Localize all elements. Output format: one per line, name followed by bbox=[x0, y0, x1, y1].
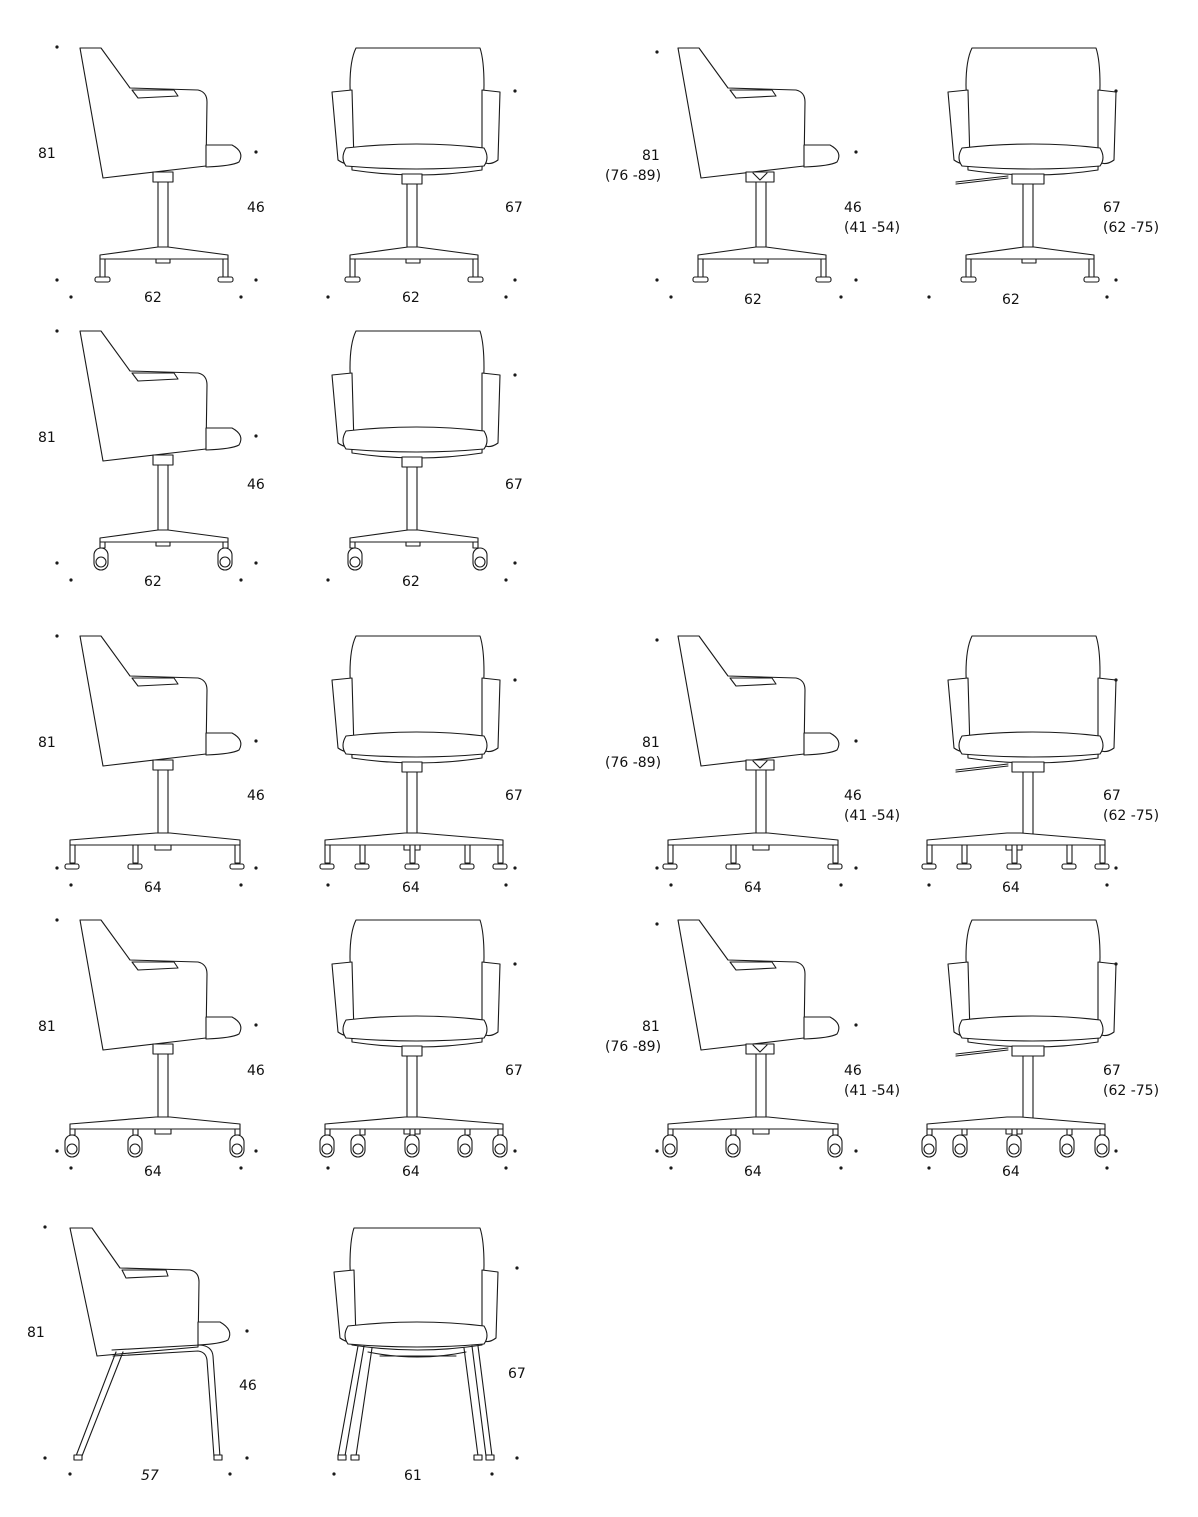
seat-range-label: (41 -54) bbox=[844, 1083, 901, 1099]
seat-height-label: 46 bbox=[844, 1063, 862, 1079]
depth-label: 64 bbox=[144, 1164, 162, 1180]
chair-group-3 bbox=[38, 329, 523, 590]
height-range-label: (76 -89) bbox=[605, 1039, 662, 1055]
depth-label: 62 bbox=[744, 292, 762, 308]
arm-height-label: 67 bbox=[505, 200, 523, 216]
depth-label: 62 bbox=[144, 290, 162, 306]
seat-height-label: 46 bbox=[247, 200, 265, 216]
height-label: 81 bbox=[27, 1325, 45, 1341]
width-label: 64 bbox=[402, 1164, 420, 1180]
chair-front-view-icon bbox=[320, 636, 507, 869]
height-range-label: (76 -89) bbox=[605, 755, 662, 771]
arm-height-label: 67 bbox=[1103, 1063, 1121, 1079]
width-label: 62 bbox=[1002, 292, 1020, 308]
chair-side-view-icon bbox=[70, 1228, 230, 1460]
seat-height-label: 46 bbox=[247, 1063, 265, 1079]
width-label: 61 bbox=[404, 1468, 422, 1484]
arm-height-label: 67 bbox=[1103, 788, 1121, 804]
chair-front-view-icon bbox=[332, 48, 500, 282]
chair-front-view-icon bbox=[922, 920, 1116, 1157]
caster-icon bbox=[65, 1135, 244, 1157]
height-label: 81 bbox=[38, 430, 56, 446]
arm-height-label: 67 bbox=[505, 788, 523, 804]
chair-front-view-icon bbox=[334, 1228, 498, 1460]
height-label: 81 bbox=[642, 1019, 660, 1035]
arm-height-label: 67 bbox=[505, 477, 523, 493]
caster-icon bbox=[663, 1135, 842, 1157]
caster-icon bbox=[348, 548, 487, 570]
seat-range-label: (41 -54) bbox=[844, 808, 901, 824]
seat-height-label: 46 bbox=[844, 788, 862, 804]
chair-group-4 bbox=[38, 634, 523, 896]
chair-front-view-icon bbox=[922, 636, 1116, 869]
chair-group-1 bbox=[38, 45, 523, 306]
width-label: 62 bbox=[402, 290, 420, 306]
chair-side-view-icon bbox=[668, 920, 839, 1135]
chair-side-view-icon bbox=[678, 48, 839, 282]
depth-label: 64 bbox=[744, 880, 762, 896]
depth-label: 62 bbox=[144, 574, 162, 590]
chair-group-8 bbox=[27, 1225, 526, 1484]
depth-label: 57 bbox=[141, 1468, 159, 1484]
caster-icon bbox=[922, 1135, 1109, 1157]
height-label: 81 bbox=[642, 735, 660, 751]
chair-side-view-icon bbox=[663, 636, 842, 869]
width-label: 62 bbox=[402, 574, 420, 590]
width-label: 64 bbox=[1002, 1164, 1020, 1180]
chair-front-view-icon bbox=[325, 920, 503, 1135]
height-label: 81 bbox=[642, 148, 660, 164]
seat-height-label: 46 bbox=[844, 200, 862, 216]
height-label: 81 bbox=[38, 735, 56, 751]
seat-height-label: 46 bbox=[247, 477, 265, 493]
seat-range-label: (41 -54) bbox=[844, 220, 901, 236]
arm-range-label: (62 -75) bbox=[1103, 808, 1160, 824]
height-label: 81 bbox=[38, 146, 56, 162]
caster-icon bbox=[94, 548, 232, 570]
arm-height-label: 67 bbox=[508, 1366, 526, 1382]
chair-front-view-icon bbox=[332, 331, 500, 548]
depth-label: 64 bbox=[144, 880, 162, 896]
depth-label: 64 bbox=[744, 1164, 762, 1180]
chair-side-view-icon bbox=[65, 636, 244, 869]
seat-height-label: 46 bbox=[239, 1378, 257, 1394]
chair-side-view-icon bbox=[70, 920, 241, 1135]
arm-height-label: 67 bbox=[505, 1063, 523, 1079]
chair-group-5 bbox=[655, 636, 1117, 887]
arm-range-label: (62 -75) bbox=[1103, 1083, 1160, 1099]
arm-range-label: (62 -75) bbox=[1103, 220, 1160, 236]
chair-group-6 bbox=[38, 918, 523, 1180]
height-range-label: (76 -89) bbox=[605, 168, 662, 184]
chair-side-view-icon bbox=[80, 48, 241, 282]
chair-group-7 bbox=[655, 920, 1117, 1170]
height-label: 81 bbox=[38, 1019, 56, 1035]
width-label: 64 bbox=[1002, 880, 1020, 896]
caster-icon bbox=[320, 1135, 507, 1157]
width-label: 64 bbox=[402, 880, 420, 896]
arm-height-label: 67 bbox=[1103, 200, 1121, 216]
chair-group-2 bbox=[655, 48, 1117, 299]
seat-height-label: 46 bbox=[247, 788, 265, 804]
chair-side-view-icon bbox=[80, 331, 241, 548]
chair-front-view-icon bbox=[948, 48, 1116, 282]
